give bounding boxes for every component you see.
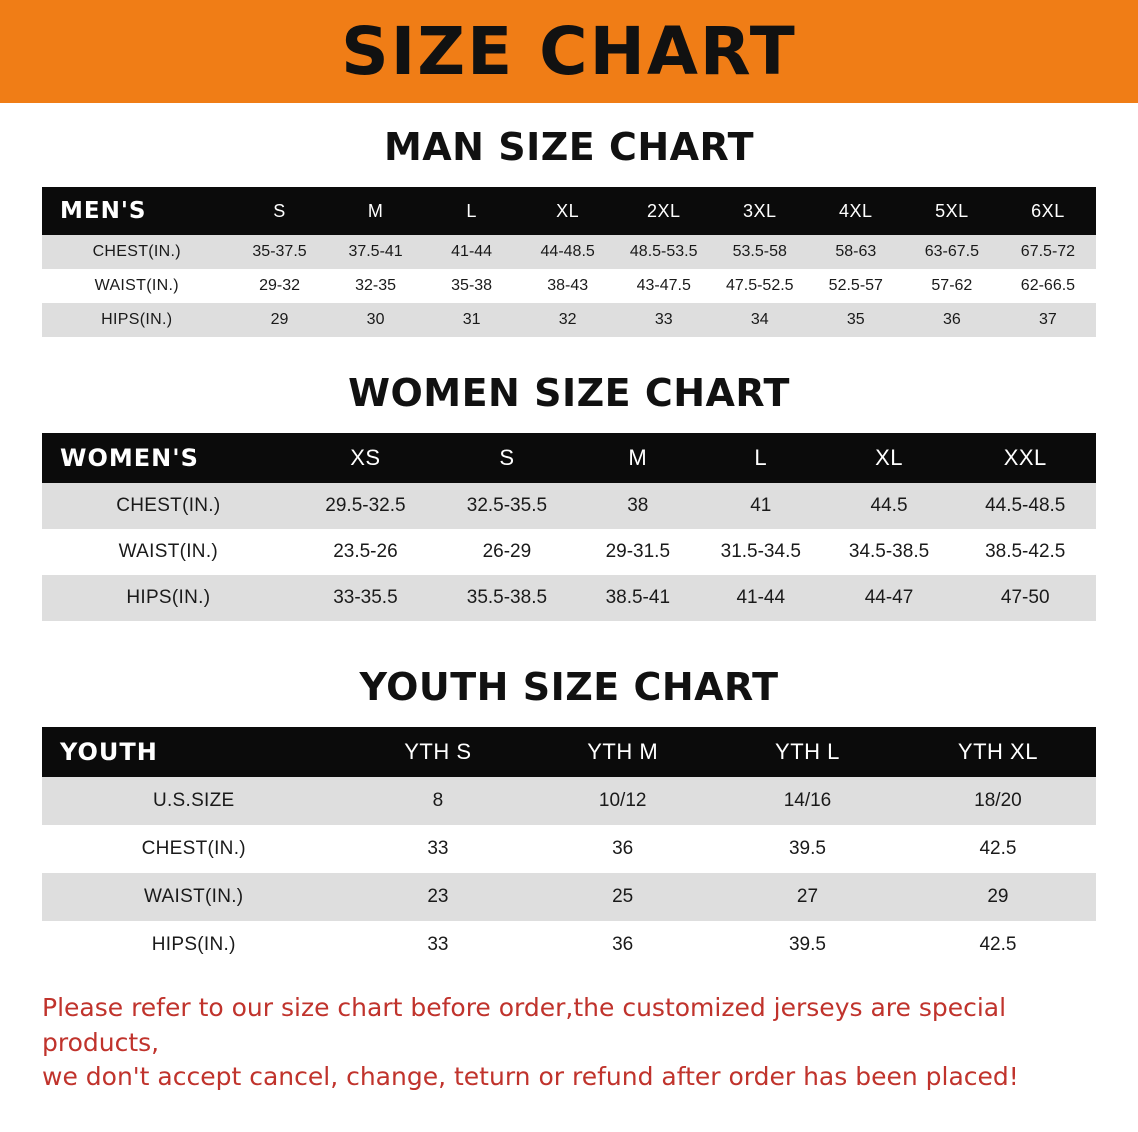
women-cell-1-1: 26-29 <box>436 529 577 575</box>
women-cell-1-3: 31.5-34.5 <box>698 529 824 575</box>
man-cell-1-6: 52.5-57 <box>808 269 904 303</box>
man-header-cell-8: 5XL <box>935 200 969 221</box>
man-cell-0-8: 67.5-72 <box>1000 235 1096 269</box>
man-table-wrap <box>42 187 1096 337</box>
man-cell-2-8: 37 <box>1000 303 1096 337</box>
youth-cell-0-3: 18/20 <box>900 777 1096 825</box>
youth-cell-2-0: 23 <box>345 873 530 921</box>
women-cell-1-4: 34.5-38.5 <box>824 529 955 575</box>
youth-cell-1-0: 33 <box>345 825 530 873</box>
man-cell-1-0: 29-32 <box>232 269 328 303</box>
women-cell-1-0: 23.5-26 <box>295 529 436 575</box>
man-cell-1-1: 32-35 <box>328 269 424 303</box>
youth-header-cell-1: YTH S <box>404 739 472 764</box>
youth-header-cell-2: YTH M <box>587 739 659 764</box>
man-cell-0-0: 35-37.5 <box>232 235 328 269</box>
women-header-cell-1: XS <box>350 445 381 470</box>
women-row-1-label: WAIST(IN.) <box>42 529 295 575</box>
table-row <box>42 269 1096 303</box>
disclaimer-line-2: we don't accept cancel, change, teturn or refund after order has been placed! <box>42 1062 1019 1091</box>
women-cell-0-2: 38 <box>578 483 698 529</box>
women-header-cell-2: S <box>499 445 515 470</box>
man-cell-2-5: 34 <box>712 303 808 337</box>
table-row <box>42 825 1096 873</box>
table-row <box>42 777 1096 825</box>
man-cell-0-2: 41-44 <box>424 235 520 269</box>
youth-cell-3-1: 36 <box>530 921 715 969</box>
women-cell-0-3: 41 <box>698 483 824 529</box>
disclaimer-note <box>42 991 1096 1095</box>
man-row-2-label: HIPS(IN.) <box>42 303 232 337</box>
man-cell-0-3: 44-48.5 <box>520 235 616 269</box>
youth-cell-1-3: 42.5 <box>900 825 1096 873</box>
man-cell-0-1: 37.5-41 <box>328 235 424 269</box>
man-header-cell-4: XL <box>556 200 580 221</box>
women-header-cell-3: M <box>628 445 648 470</box>
women-cell-1-5: 38.5-42.5 <box>954 529 1096 575</box>
women-cell-2-1: 35.5-38.5 <box>436 575 577 621</box>
youth-cell-2-3: 29 <box>900 873 1096 921</box>
women-cell-1-2: 29-31.5 <box>578 529 698 575</box>
women-cell-0-1: 32.5-35.5 <box>436 483 577 529</box>
youth-row-3-label: HIPS(IN.) <box>42 921 345 969</box>
table-row <box>42 235 1096 269</box>
women-row-2-label: HIPS(IN.) <box>42 575 295 621</box>
man-cell-1-4: 43-47.5 <box>616 269 712 303</box>
man-row-1-label: WAIST(IN.) <box>42 269 232 303</box>
man-header-cell-7: 4XL <box>839 200 873 221</box>
man-header-cell-5: 2XL <box>646 200 681 221</box>
man-section-heading: MAN SIZE CHART <box>383 125 755 169</box>
women-cell-2-2: 38.5-41 <box>578 575 698 621</box>
youth-table-head <box>42 727 1096 777</box>
youth-cell-3-3: 42.5 <box>900 921 1096 969</box>
youth-cell-0-2: 14/16 <box>715 777 900 825</box>
man-header-cell-2: M <box>367 200 384 221</box>
man-header-cell-0: MEN'S <box>60 198 147 224</box>
man-cell-1-8: 62-66.5 <box>1000 269 1096 303</box>
youth-cell-1-2: 39.5 <box>715 825 900 873</box>
man-cell-2-1: 30 <box>328 303 424 337</box>
youth-row-2-label: WAIST(IN.) <box>42 873 345 921</box>
man-table-head <box>42 187 1096 235</box>
man-cell-1-3: 38-43 <box>520 269 616 303</box>
women-header-cell-4: L <box>754 445 768 470</box>
man-cell-1-7: 57-62 <box>904 269 1000 303</box>
youth-section-heading: YOUTH SIZE CHART <box>359 665 779 709</box>
youth-header-cell-4: YTH XL <box>957 739 1038 764</box>
man-cell-0-5: 53.5-58 <box>712 235 808 269</box>
youth-cell-1-1: 36 <box>530 825 715 873</box>
man-header-cell-1: S <box>273 200 286 221</box>
youth-table-body <box>42 777 1096 969</box>
youth-row-1-label: CHEST(IN.) <box>42 825 345 873</box>
man-cell-2-0: 29 <box>232 303 328 337</box>
table-row <box>42 873 1096 921</box>
women-cell-2-5: 47-50 <box>954 575 1096 621</box>
man-row-0-label: CHEST(IN.) <box>42 235 232 269</box>
table-row <box>42 483 1096 529</box>
youth-row-0-label: U.S.SIZE <box>42 777 345 825</box>
youth-size-table <box>42 727 1096 969</box>
man-size-table <box>42 187 1096 337</box>
women-cell-0-4: 44.5 <box>824 483 955 529</box>
page-title: SIZE CHART <box>341 12 797 90</box>
youth-header-cell-0: YOUTH <box>60 738 158 766</box>
man-cell-0-4: 48.5-53.5 <box>616 235 712 269</box>
youth-cell-3-2: 39.5 <box>715 921 900 969</box>
women-section-heading: WOMEN SIZE CHART <box>348 371 790 415</box>
man-header-row <box>42 187 1096 235</box>
women-header-cell-5: XL <box>875 445 903 470</box>
women-cell-2-3: 41-44 <box>698 575 824 621</box>
youth-header-row <box>42 727 1096 777</box>
youth-cell-2-2: 27 <box>715 873 900 921</box>
man-cell-2-4: 33 <box>616 303 712 337</box>
man-table-body <box>42 235 1096 337</box>
women-header-cell-0: WOMEN'S <box>60 444 199 472</box>
youth-cell-0-0: 8 <box>345 777 530 825</box>
man-cell-1-5: 47.5-52.5 <box>712 269 808 303</box>
women-cell-2-4: 44-47 <box>824 575 955 621</box>
man-cell-2-3: 32 <box>520 303 616 337</box>
women-size-table <box>42 433 1096 621</box>
youth-cell-3-0: 33 <box>345 921 530 969</box>
women-cell-2-0: 33-35.5 <box>295 575 436 621</box>
man-cell-0-6: 58-63 <box>808 235 904 269</box>
table-row <box>42 575 1096 621</box>
page-banner <box>0 0 1138 103</box>
man-header-cell-6: 3XL <box>742 200 777 221</box>
table-row <box>42 529 1096 575</box>
man-header-cell-3: L <box>466 200 477 221</box>
women-header-cell-6: XXL <box>1003 445 1047 470</box>
table-row <box>42 303 1096 337</box>
man-cell-0-7: 63-67.5 <box>904 235 1000 269</box>
man-cell-2-7: 36 <box>904 303 1000 337</box>
man-cell-1-2: 35-38 <box>424 269 520 303</box>
man-cell-2-2: 31 <box>424 303 520 337</box>
women-table-head <box>42 433 1096 483</box>
women-row-0-label: CHEST(IN.) <box>42 483 295 529</box>
women-header-row <box>42 433 1096 483</box>
man-cell-2-6: 35 <box>808 303 904 337</box>
youth-header-cell-3: YTH L <box>775 739 840 764</box>
women-table-wrap <box>42 433 1096 621</box>
table-row <box>42 921 1096 969</box>
man-header-cell-9: 6XL <box>1031 200 1065 221</box>
women-cell-0-0: 29.5-32.5 <box>295 483 436 529</box>
disclaimer-line-1: Please refer to our size chart before order,the customized jerseys are special products, <box>42 993 1007 1057</box>
youth-cell-2-1: 25 <box>530 873 715 921</box>
women-cell-0-5: 44.5-48.5 <box>954 483 1096 529</box>
youth-cell-0-1: 10/12 <box>530 777 715 825</box>
youth-table-wrap <box>42 727 1096 969</box>
women-table-body <box>42 483 1096 621</box>
